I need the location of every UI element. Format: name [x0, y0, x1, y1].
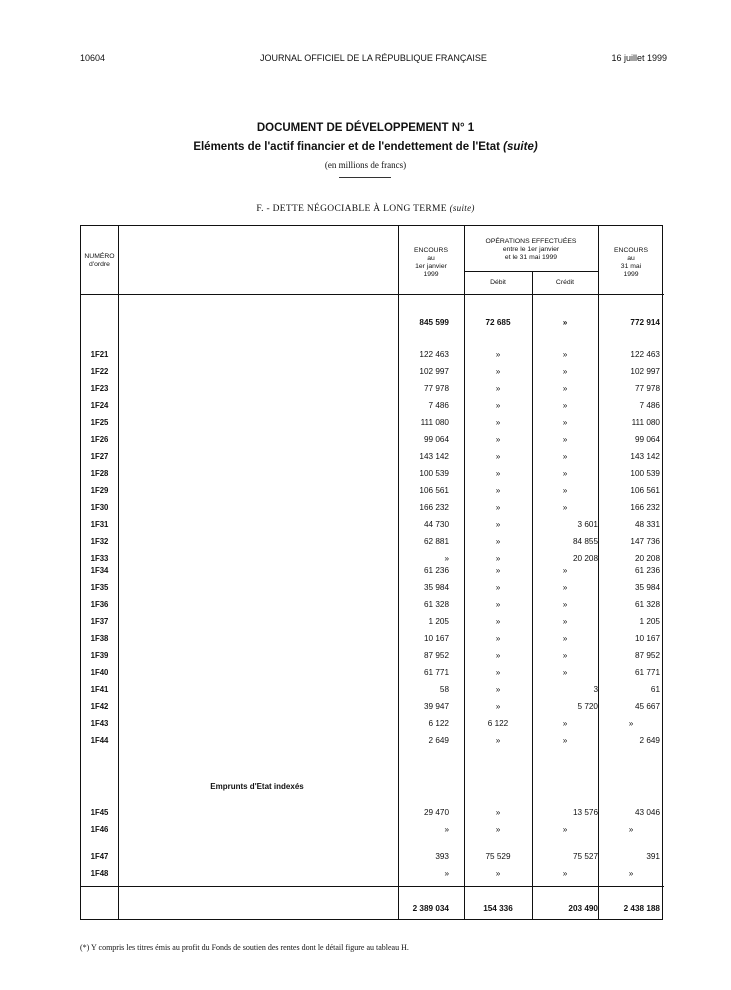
table-row — [81, 869, 664, 883]
cell-encours-start: 29 470 — [423, 808, 449, 817]
cell-encours-start: 393 — [435, 852, 449, 861]
cell-debit: » — [495, 469, 501, 478]
table-row — [81, 367, 664, 381]
header-rule — [464, 271, 598, 272]
cell-credit: » — [562, 435, 568, 444]
table-row — [81, 617, 664, 631]
cell-encours-start: 6 122 — [428, 719, 449, 728]
cell-encours-end: 61 — [650, 685, 660, 694]
cell-debit: » — [495, 486, 501, 495]
cell-debit: 6 122 — [487, 719, 509, 728]
cell-encours-end: 87 952 — [634, 651, 660, 660]
total-row — [81, 904, 664, 918]
cell-credit: » — [562, 566, 568, 575]
cell-debit: 75 529 — [485, 852, 511, 861]
cell-encours-start: 7 486 — [428, 401, 449, 410]
row-number: 1F21 — [90, 350, 109, 359]
cell-encours-start: 166 232 — [419, 503, 449, 512]
cell-credit: 5 720 — [577, 702, 598, 711]
report-credit: » — [562, 318, 568, 327]
cell-debit: » — [495, 350, 501, 359]
cell-debit: » — [495, 503, 501, 512]
cell-debit: » — [495, 384, 501, 393]
cell-encours-start: 61 236 — [423, 566, 449, 575]
cell-encours-start: 100 539 — [419, 469, 449, 478]
cell-debit: » — [495, 668, 501, 677]
cell-debit: » — [495, 520, 501, 529]
cell-credit: 13 576 — [572, 808, 598, 817]
cell-encours-end: 122 463 — [630, 350, 660, 359]
header-line: ENCOURS — [614, 247, 648, 254]
cell-debit: » — [495, 554, 501, 563]
row-number: 1F48 — [90, 869, 109, 878]
table-row — [81, 503, 664, 517]
title-divider — [339, 177, 391, 178]
subtitle-text: Eléments de l'actif financier et de l'endettement de l'Etat — [193, 141, 500, 153]
row-number: 1F28 — [90, 469, 109, 478]
section-label: F. - DETTE NÉGOCIABLE À LONG TERME — [256, 204, 447, 214]
cell-encours-end: 48 331 — [634, 520, 660, 529]
cell-debit: » — [495, 537, 501, 546]
cell-encours-start: 62 881 — [423, 537, 449, 546]
table-row — [81, 600, 664, 614]
table-row — [81, 418, 664, 432]
table-row — [81, 736, 664, 750]
cell-debit: » — [495, 634, 501, 643]
table-row — [81, 384, 664, 398]
row-number: 1F39 — [90, 651, 109, 660]
total-debit: 154 336 — [483, 904, 513, 913]
cell-encours-start: 77 978 — [423, 384, 449, 393]
cell-credit: » — [562, 651, 568, 660]
cell-encours-end: 391 — [646, 852, 660, 861]
header-line: 1999 — [423, 271, 439, 278]
cell-encours-end: 1 205 — [639, 617, 660, 626]
cell-credit: » — [562, 469, 568, 478]
cell-debit: » — [495, 566, 501, 575]
cell-credit: » — [562, 418, 568, 427]
header-line: d'ordre — [89, 261, 110, 268]
table-row — [81, 719, 664, 733]
cell-credit: 3 — [593, 685, 598, 694]
row-number: 1F22 — [90, 367, 109, 376]
cell-encours-end: 102 997 — [630, 367, 660, 376]
cell-debit: » — [495, 825, 501, 834]
issue-date: 16 juillet 1999 — [611, 53, 667, 63]
row-number: 1F25 — [90, 418, 109, 427]
row-number: 1F36 — [90, 600, 109, 609]
cell-encours-start: 44 730 — [423, 520, 449, 529]
table-row — [81, 401, 664, 415]
cell-encours-end: 20 208 — [634, 554, 660, 563]
header-numero — [81, 253, 118, 269]
document-subtitle — [0, 141, 731, 153]
cell-encours-end: 61 771 — [634, 668, 660, 677]
row-number: 1F41 — [90, 685, 109, 694]
cell-encours-start: 111 080 — [420, 418, 449, 427]
header-line: 1er janvier — [415, 263, 447, 270]
header-line: ENCOURS — [414, 247, 448, 254]
cell-encours-start: 143 142 — [419, 452, 449, 461]
document-title: DOCUMENT DE DÉVELOPPEMENT N° 1 — [256, 122, 475, 134]
header-encours-end — [598, 247, 664, 279]
debt-table — [80, 225, 663, 920]
cell-encours-end: 166 232 — [630, 503, 660, 512]
row-number: 1F45 — [90, 808, 109, 817]
cell-encours-start: » — [444, 869, 449, 878]
cell-credit: » — [562, 503, 568, 512]
row-number: 1F43 — [90, 719, 109, 728]
cell-credit: » — [562, 617, 568, 626]
cell-encours-start: 1 205 — [428, 617, 449, 626]
cell-debit: » — [495, 583, 501, 592]
total-credit: 203 490 — [568, 904, 598, 913]
cell-credit: 84 855 — [572, 537, 598, 546]
cell-credit: » — [562, 736, 568, 745]
cell-encours-end: 147 736 — [630, 537, 660, 546]
row-number: 1F31 — [90, 520, 109, 529]
row-number: 1F35 — [90, 583, 109, 592]
cell-encours-end: 106 561 — [630, 486, 660, 495]
header-credit: Crédit — [555, 279, 575, 286]
header-line: au — [627, 255, 635, 262]
cell-credit: » — [562, 668, 568, 677]
row-number: 1F40 — [90, 668, 109, 677]
units-note: (en millions de francs) — [324, 160, 407, 170]
cell-credit: 3 601 — [577, 520, 598, 529]
cell-encours-end: 100 539 — [630, 469, 660, 478]
table-row — [81, 350, 664, 364]
header-line: NUMÉRO — [84, 253, 115, 260]
cell-encours-start: 87 952 — [423, 651, 449, 660]
row-number: 1F47 — [90, 852, 109, 861]
cell-encours-start: 58 — [439, 685, 449, 694]
cell-encours-start: 2 649 — [428, 736, 449, 745]
cell-debit: » — [495, 685, 501, 694]
page-header — [80, 53, 667, 67]
table-row — [81, 634, 664, 648]
cell-encours-end: 99 064 — [634, 435, 660, 444]
table-row — [81, 651, 664, 665]
row-number: 1F37 — [90, 617, 109, 626]
cell-encours-end: 77 978 — [634, 384, 660, 393]
row-number: 1F33 — [90, 554, 109, 563]
cell-encours-start: » — [444, 554, 449, 563]
cell-credit: » — [562, 869, 568, 878]
subtitle-suffix: (suite) — [503, 141, 538, 153]
cell-debit: » — [495, 600, 501, 609]
cell-encours-end: » — [628, 869, 634, 878]
cell-encours-start: 61 328 — [423, 600, 449, 609]
cell-credit: » — [562, 486, 568, 495]
header-operations — [464, 238, 598, 262]
cell-encours-start: » — [444, 825, 449, 834]
cell-debit: » — [495, 401, 501, 410]
cell-credit: 20 208 — [572, 554, 598, 563]
cell-encours-end: » — [628, 825, 634, 834]
table-row — [81, 452, 664, 466]
table-row — [81, 583, 664, 597]
cell-credit: » — [562, 583, 568, 592]
cell-encours-start: 35 984 — [423, 583, 449, 592]
cell-credit: » — [562, 719, 568, 728]
table-row — [81, 435, 664, 449]
cell-credit: 75 527 — [572, 852, 598, 861]
table-row — [81, 852, 664, 866]
journal-title: JOURNAL OFFICIEL DE LA RÉPUBLIQUE FRANÇAISE — [260, 53, 487, 63]
cell-encours-start: 39 947 — [423, 702, 449, 711]
row-number: 1F32 — [90, 537, 109, 546]
table-row — [81, 566, 664, 580]
header-line: au — [427, 255, 435, 262]
cell-credit: » — [562, 600, 568, 609]
cell-encours-end: 61 328 — [634, 600, 660, 609]
cell-encours-start: 10 167 — [423, 634, 449, 643]
table-row — [81, 808, 664, 822]
cell-credit: » — [562, 401, 568, 410]
cell-encours-end: 2 649 — [639, 736, 660, 745]
cell-encours-end: 143 142 — [630, 452, 660, 461]
report-encours-start: 845 599 — [419, 318, 449, 327]
cell-encours-end: » — [628, 719, 634, 728]
row-number: 1F38 — [90, 634, 109, 643]
row-number: 1F29 — [90, 486, 109, 495]
cell-debit: » — [495, 452, 501, 461]
cell-encours-end: 61 236 — [634, 566, 660, 575]
cell-debit: » — [495, 435, 501, 444]
cell-encours-end: 111 080 — [631, 418, 660, 427]
report-row — [81, 318, 664, 332]
cell-credit: » — [562, 634, 568, 643]
cell-debit: » — [495, 869, 501, 878]
row-number: 1F26 — [90, 435, 109, 444]
table-row — [81, 668, 664, 682]
header-line: 1999 — [623, 271, 639, 278]
cell-debit: » — [495, 367, 501, 376]
cell-encours-end: 7 486 — [639, 401, 660, 410]
row-number: 1F23 — [90, 384, 109, 393]
cell-debit: » — [495, 418, 501, 427]
page-number: 10604 — [80, 53, 106, 63]
cell-debit: » — [495, 702, 501, 711]
total-encours-start: 2 389 034 — [412, 904, 449, 913]
table-row — [81, 469, 664, 483]
cell-encours-end: 35 984 — [634, 583, 660, 592]
footnote: (*) Y compris les titres émis au profit du Fonds de soutien des rentes dont le détail figure au tableau H. — [80, 943, 409, 952]
table-row — [81, 685, 664, 699]
total-encours-end: 2 438 188 — [623, 904, 660, 913]
cell-encours-start: 122 463 — [419, 350, 449, 359]
cell-encours-end: 10 167 — [634, 634, 660, 643]
cell-credit: » — [562, 350, 568, 359]
cell-encours-start: 99 064 — [423, 435, 449, 444]
cell-credit: » — [562, 452, 568, 461]
row-number: 1F30 — [90, 503, 109, 512]
row-number: 1F34 — [90, 566, 109, 575]
header-rule — [81, 294, 664, 295]
table-row — [81, 537, 664, 551]
table-row — [81, 520, 664, 534]
table-row — [81, 486, 664, 500]
section-suffix: (suite) — [449, 203, 475, 213]
header-line: et le 31 mai 1999 — [504, 254, 558, 261]
table-row — [81, 825, 664, 839]
cell-encours-start: 61 771 — [423, 668, 449, 677]
row-number: 1F44 — [90, 736, 109, 745]
total-rule — [81, 886, 664, 887]
row-number: 1F42 — [90, 702, 109, 711]
row-number: 1F27 — [90, 452, 109, 461]
cell-credit: » — [562, 384, 568, 393]
indexed-heading: Emprunts d'Etat indexés — [210, 782, 304, 791]
cell-debit: » — [495, 651, 501, 660]
cell-credit: » — [562, 367, 568, 376]
cell-encours-end: 43 046 — [634, 808, 660, 817]
header-line: OPÉRATIONS EFFECTUÉES — [485, 238, 577, 245]
cell-encours-start: 106 561 — [419, 486, 449, 495]
report-debit: 72 685 — [485, 318, 511, 327]
cell-encours-start: 102 997 — [419, 367, 449, 376]
header-line: 31 mai — [620, 263, 642, 270]
cell-debit: » — [495, 736, 501, 745]
report-encours-end: 772 914 — [630, 318, 660, 327]
cell-debit: » — [495, 617, 501, 626]
row-number: 1F24 — [90, 401, 109, 410]
header-debit: Débit — [490, 279, 506, 286]
header-line: entre le 1er janvier — [502, 246, 560, 253]
row-number: 1F46 — [90, 825, 109, 834]
section-title — [0, 203, 731, 214]
header-encours-start — [398, 247, 464, 279]
cell-credit: » — [562, 825, 568, 834]
table-row — [81, 702, 664, 716]
cell-encours-end: 45 667 — [634, 702, 660, 711]
cell-debit: » — [495, 808, 501, 817]
